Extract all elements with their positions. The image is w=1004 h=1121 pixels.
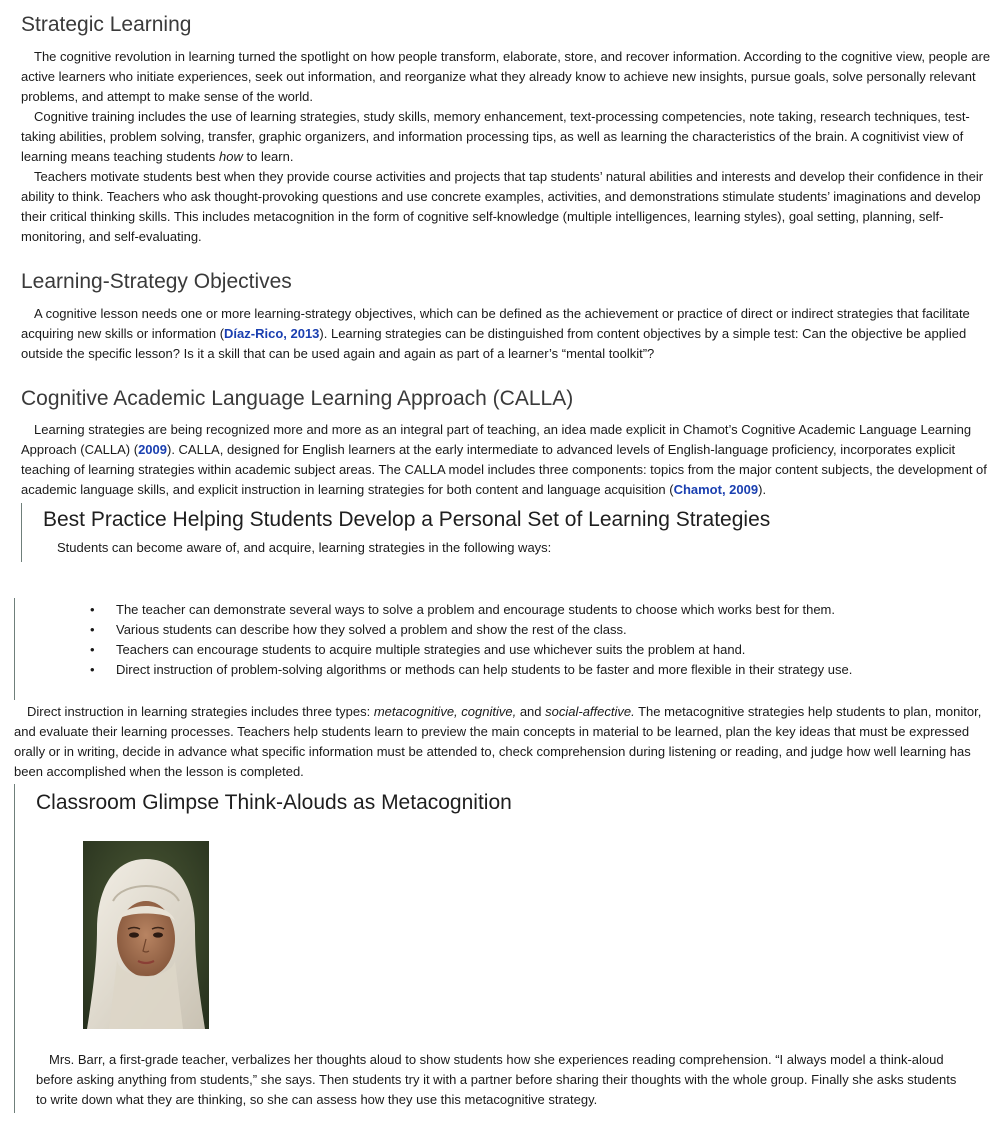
section-calla <box>21 420 1001 500</box>
citation-link[interactable]: 2009 <box>138 442 167 457</box>
citation-link[interactable]: Díaz-Rico, 2013 <box>224 326 320 341</box>
paragraph-think-aloud: Mrs. Barr, a first-grade teacher, verbalizes her thoughts aloud to show students how she experiences reading comprehension. “I always model a think-aloud before asking anything from students,” she says. Then students try it with a partner before sharing their thoughts with the whole group. Finally she asks students to write down what they are thinking, so she can assess how they use this metacognitive strategy. <box>36 1052 957 1107</box>
classroom-glimpse-box <box>14 784 975 1113</box>
list-item: • Direct instruction of problem-solving algorithms or methods can help students to be faster and more flexible in their strategy use. <box>15 660 852 680</box>
classroom-glimpse-title: Classroom Glimpse Think-Alouds as Metacognition <box>36 791 512 814</box>
paragraph: Learning strategies are being recognized more and more as an integral part of teaching, an idea made explicit in Chamot’s Cognitive Academic Language Learning Approach (CALLA) (2009). CALLA, designed for English learners at the early intermediate to advanced levels of English-language proficiency, incorporates explicit teaching of learning strategies within academic subject areas. The CALLA model includes three components: topics from the major content subjects, the development of academic language skills, and explicit instruction in learning strategies for both content and language acquisition (Chamot, 2009). <box>21 422 987 497</box>
section-strategic-learning <box>21 47 1001 247</box>
best-practice-box <box>21 503 982 562</box>
paragraph-direct-instruction: Direct instruction in learning strategies includes three types: metacognitive, cognitive, and social-affective. The metacognitive strategies help students to plan, monitor, and evaluate their learning processes. Teachers help students learn to preview the main concepts in material to be learned, plan the key ideas that must be expressed orally or in writing, decide in advance what specific information must be attended to, check comprehension during listening or reading, and judge how well learning has been accomplished when the lesson is completed. <box>14 704 982 779</box>
heading-calla: Cognitive Academic Language Learning Approach (CALLA) <box>21 387 574 410</box>
paragraph: Teachers motivate students best when they provide course activities and projects that tap students’ natural abilities and interests and develop their confidence in their ability to think. Teachers who ask thought-provoking questions and use concrete examples, activities, and demonstrations stimulate students’ imaginations and develop their critical thinking skills. This includes metacognition in the form of cognitive self-knowledge (multiple intelligences, learning styles), goal setting, planning, self-monitoring, and self-evaluating. <box>21 169 984 244</box>
heading-strategic-learning: Strategic Learning <box>21 13 192 36</box>
list-item: • Teachers can encourage students to acquire multiple strategies and use whichever suits the problem at hand. <box>15 640 852 660</box>
best-practice-title: Best Practice Helping Students Develop a Personal Set of Learning Strategies <box>43 508 771 531</box>
best-practice-list <box>15 600 852 680</box>
best-practice-intro: Students can become aware of, and acquire, learning strategies in the following ways: <box>57 540 552 555</box>
heading-learning-strategy-objectives: Learning-Strategy Objectives <box>21 270 292 293</box>
student-portrait-image <box>83 841 209 1029</box>
list-item: • The teacher can demonstrate several ways to solve a problem and encourage students to choose which works best for them. <box>15 600 852 620</box>
paragraph: A cognitive lesson needs one or more learning-strategy objectives, which can be defined as the achievement or practice of direct or indirect strategies that facilitate acquiring new skills or information (Díaz-Rico, 2013). Learning strategies can be distinguished from content objectives by a simple test: Can the objective be applied outside the specific lesson? Is it a skill that can be used again and again as part of a learner’s “mental toolkit”? <box>21 306 970 361</box>
best-practice-list-box <box>14 598 975 700</box>
citation-link[interactable]: Chamot, 2009 <box>673 482 759 497</box>
paragraph: Cognitive training includes the use of learning strategies, study skills, memory enhancement, text-processing competencies, note taking, research techniques, test-taking abilities, problem solving, transfer, graphic organizers, and information processing tips, as well as learning the characteristics of the brain. A cognitivist view of learning means teaching students how to learn. <box>21 109 970 164</box>
section-objectives <box>21 304 1001 364</box>
paragraph: The cognitive revolution in learning turned the spotlight on how people transform, elaborate, store, and recover information. According to the cognitive view, people are active learners who initiate experiences, seek out information, and reorganize what they already know to achieve new insights, pursue goals, solve personally relevant problems, and attempt to make sense of the world. <box>21 49 991 104</box>
list-item: • Various students can describe how they solved a problem and show the rest of the class. <box>15 620 852 640</box>
